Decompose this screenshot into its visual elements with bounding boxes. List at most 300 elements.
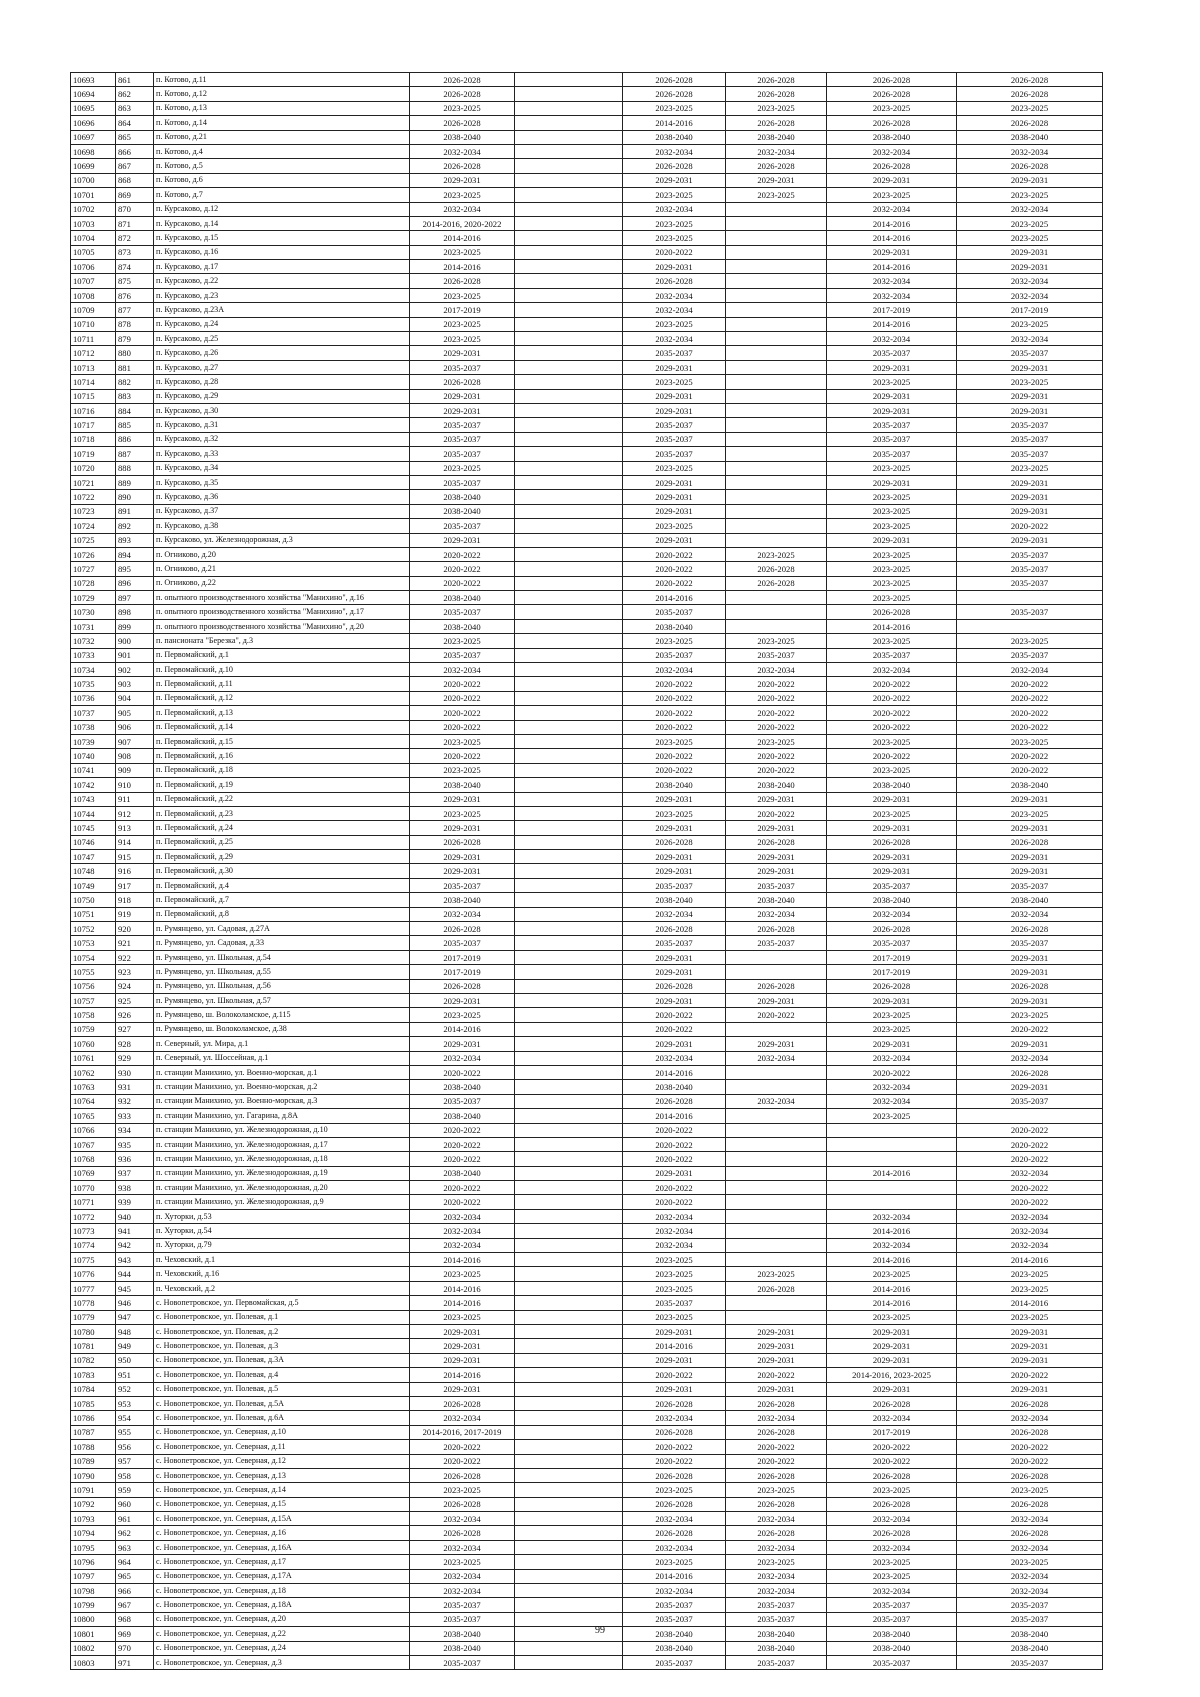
period-cell-6: 2026-2028 xyxy=(957,922,1103,936)
row-id-cell: 10770 xyxy=(71,1181,116,1195)
item-number-cell: 967 xyxy=(116,1598,154,1612)
period-cell-6: 2032-2034 xyxy=(957,144,1103,158)
row-id-cell: 10738 xyxy=(71,720,116,734)
period-cell-2 xyxy=(515,1022,623,1036)
table-row xyxy=(71,850,1103,864)
period-cell-2 xyxy=(515,734,623,748)
period-cell-4: 2020-2022 xyxy=(726,749,827,763)
period-cell-4: 2038-2040 xyxy=(726,1641,827,1655)
period-cell-3: 2026-2028 xyxy=(623,73,726,87)
period-cell-1: 2026-2028 xyxy=(410,73,515,87)
period-cell-1: 2032-2034 xyxy=(410,1209,515,1223)
period-cell-5: 2035-2037 xyxy=(827,1598,957,1612)
address-cell: п. станции Манихино, ул. Железнодорожная, д.20 xyxy=(154,1181,410,1195)
period-cell-3: 2026-2028 xyxy=(623,159,726,173)
period-cell-3: 2020-2022 xyxy=(623,576,726,590)
period-cell-3: 2032-2034 xyxy=(623,1512,726,1526)
address-cell: п. Курсаково, д.23 xyxy=(154,288,410,302)
table-row xyxy=(71,591,1103,605)
row-id-cell: 10715 xyxy=(71,389,116,403)
period-cell-3: 2032-2034 xyxy=(623,1238,726,1252)
period-cell-1: 2029-2031 xyxy=(410,864,515,878)
table-row xyxy=(71,1641,1103,1655)
address-cell: п. Первомайский, д.24 xyxy=(154,821,410,835)
period-cell-3: 2035-2037 xyxy=(623,1296,726,1310)
period-cell-4 xyxy=(726,475,827,489)
address-cell: п. Курсаково, д.26 xyxy=(154,346,410,360)
period-cell-3: 2029-2031 xyxy=(623,950,726,964)
period-cell-4: 2026-2028 xyxy=(726,116,827,130)
period-cell-5: 2032-2034 xyxy=(827,332,957,346)
item-number-cell: 913 xyxy=(116,821,154,835)
period-cell-2 xyxy=(515,188,623,202)
period-cell-3: 2032-2034 xyxy=(623,332,726,346)
address-cell: п. Курсаково, д.15 xyxy=(154,231,410,245)
period-cell-3: 2026-2028 xyxy=(623,1468,726,1482)
item-number-cell: 868 xyxy=(116,173,154,187)
period-cell-3: 2029-2031 xyxy=(623,389,726,403)
period-cell-5: 2014-2016, 2023-2025 xyxy=(827,1368,957,1382)
period-cell-5: 2014-2016 xyxy=(827,1253,957,1267)
period-cell-5: 2032-2034 xyxy=(827,144,957,158)
address-cell: с. Новопетровское, ул. Северная, д.15А xyxy=(154,1512,410,1526)
address-cell: п. Курсаково, д.38 xyxy=(154,519,410,533)
period-cell-6: 2038-2040 xyxy=(957,893,1103,907)
address-cell: с. Новопетровское, ул. Северная, д.11 xyxy=(154,1440,410,1454)
period-cell-6: 2029-2031 xyxy=(957,389,1103,403)
item-number-cell: 883 xyxy=(116,389,154,403)
period-cell-5: 2026-2028 xyxy=(827,1526,957,1540)
period-cell-6: 2020-2022 xyxy=(957,1181,1103,1195)
period-cell-1: 2029-2031 xyxy=(410,1382,515,1396)
period-cell-4: 2029-2031 xyxy=(726,1339,827,1353)
period-cell-5: 2035-2037 xyxy=(827,878,957,892)
table-row xyxy=(71,1598,1103,1612)
row-id-cell: 10749 xyxy=(71,878,116,892)
period-cell-3: 2038-2040 xyxy=(623,619,726,633)
row-id-cell: 10779 xyxy=(71,1310,116,1324)
item-number-cell: 867 xyxy=(116,159,154,173)
period-cell-1: 2035-2037 xyxy=(410,1612,515,1626)
period-cell-3: 2035-2037 xyxy=(623,605,726,619)
period-cell-2 xyxy=(515,605,623,619)
period-cell-4 xyxy=(726,605,827,619)
row-id-cell: 10772 xyxy=(71,1209,116,1223)
period-cell-2 xyxy=(515,73,623,87)
period-cell-2 xyxy=(515,1339,623,1353)
period-cell-2 xyxy=(515,274,623,288)
period-cell-2 xyxy=(515,288,623,302)
period-cell-4: 2020-2022 xyxy=(726,691,827,705)
row-id-cell: 10714 xyxy=(71,375,116,389)
period-cell-6: 2026-2028 xyxy=(957,1425,1103,1439)
address-cell: п. Курсаково, д.37 xyxy=(154,504,410,518)
period-cell-3: 2023-2025 xyxy=(623,1281,726,1295)
period-cell-4: 2029-2031 xyxy=(726,821,827,835)
table-row xyxy=(71,403,1103,417)
period-cell-2 xyxy=(515,1584,623,1598)
row-id-cell: 10706 xyxy=(71,260,116,274)
period-cell-3: 2020-2022 xyxy=(623,1368,726,1382)
period-cell-3: 2035-2037 xyxy=(623,1598,726,1612)
address-cell: п. Первомайский, д.19 xyxy=(154,778,410,792)
table-row xyxy=(71,864,1103,878)
item-number-cell: 900 xyxy=(116,634,154,648)
item-number-cell: 944 xyxy=(116,1267,154,1281)
period-cell-5: 2032-2034 xyxy=(827,1209,957,1223)
period-cell-3: 2038-2040 xyxy=(623,778,726,792)
period-cell-5 xyxy=(827,1123,957,1137)
period-cell-1: 2017-2019 xyxy=(410,303,515,317)
period-cell-6: 2035-2037 xyxy=(957,346,1103,360)
period-cell-1: 2026-2028 xyxy=(410,1526,515,1540)
period-cell-1: 2020-2022 xyxy=(410,1152,515,1166)
address-cell: с. Новопетровское, ул. Северная, д.20 xyxy=(154,1612,410,1626)
period-cell-4: 2029-2031 xyxy=(726,173,827,187)
period-cell-4 xyxy=(726,317,827,331)
period-cell-5: 2029-2031 xyxy=(827,994,957,1008)
table-row xyxy=(71,418,1103,432)
period-cell-6: 2020-2022 xyxy=(957,720,1103,734)
period-cell-1: 2017-2019 xyxy=(410,950,515,964)
address-cell: п. Первомайский, д.10 xyxy=(154,663,410,677)
period-cell-4 xyxy=(726,1181,827,1195)
item-number-cell: 861 xyxy=(116,73,154,87)
period-cell-3: 2032-2034 xyxy=(623,1540,726,1554)
row-id-cell: 10741 xyxy=(71,763,116,777)
period-cell-1: 2035-2037 xyxy=(410,1094,515,1108)
table-row xyxy=(71,533,1103,547)
item-number-cell: 925 xyxy=(116,994,154,1008)
table-row xyxy=(71,1540,1103,1554)
address-cell: с. Новопетровское, ул. Северная, д.12 xyxy=(154,1454,410,1468)
period-cell-5: 2035-2037 xyxy=(827,1612,957,1626)
period-cell-5: 2026-2028 xyxy=(827,73,957,87)
table-row xyxy=(71,979,1103,993)
period-cell-1: 2038-2040 xyxy=(410,1109,515,1123)
period-cell-6: 2023-2025 xyxy=(957,1555,1103,1569)
address-cell: п. Первомайский, д.30 xyxy=(154,864,410,878)
row-id-cell: 10713 xyxy=(71,360,116,374)
period-cell-3: 2029-2031 xyxy=(623,504,726,518)
table-row xyxy=(71,1238,1103,1252)
address-cell: п. станции Манихино, ул. Военно-морская, д.1 xyxy=(154,1065,410,1079)
period-cell-1: 2032-2034 xyxy=(410,663,515,677)
period-cell-6: 2035-2037 xyxy=(957,1655,1103,1669)
row-id-cell: 10733 xyxy=(71,648,116,662)
address-cell: п. Курсаково, д.17 xyxy=(154,260,410,274)
schedule-table xyxy=(70,72,1103,1670)
item-number-cell: 906 xyxy=(116,720,154,734)
period-cell-3: 2023-2025 xyxy=(623,317,726,331)
period-cell-3: 2038-2040 xyxy=(623,893,726,907)
item-number-cell: 940 xyxy=(116,1209,154,1223)
period-cell-4: 2029-2031 xyxy=(726,792,827,806)
period-cell-6: 2026-2028 xyxy=(957,835,1103,849)
period-cell-2 xyxy=(515,1051,623,1065)
period-cell-1: 2032-2034 xyxy=(410,1224,515,1238)
address-cell: п. Курсаково, ул. Железнодорожная, д.3 xyxy=(154,533,410,547)
table-row xyxy=(71,619,1103,633)
row-id-cell: 10712 xyxy=(71,346,116,360)
table-row xyxy=(71,1065,1103,1079)
address-cell: с. Новопетровское, ул. Полевая, д.4 xyxy=(154,1368,410,1382)
table-row xyxy=(71,317,1103,331)
period-cell-5: 2017-2019 xyxy=(827,1425,957,1439)
table-row xyxy=(71,1152,1103,1166)
period-cell-2 xyxy=(515,547,623,561)
period-cell-4: 2029-2031 xyxy=(726,850,827,864)
address-cell: п. станции Манихино, ул. Железнодорожная, д.17 xyxy=(154,1137,410,1151)
period-cell-6: 2035-2037 xyxy=(957,447,1103,461)
period-cell-1: 2020-2022 xyxy=(410,1440,515,1454)
address-cell: с. Новопетровское, ул. Северная, д.22 xyxy=(154,1627,410,1641)
address-cell: п. Курсаково, д.30 xyxy=(154,403,410,417)
item-number-cell: 876 xyxy=(116,288,154,302)
period-cell-1: 2020-2022 xyxy=(410,1454,515,1468)
period-cell-1: 2029-2031 xyxy=(410,389,515,403)
period-cell-4: 2035-2037 xyxy=(726,648,827,662)
period-cell-1: 2038-2040 xyxy=(410,490,515,504)
item-number-cell: 877 xyxy=(116,303,154,317)
row-id-cell: 10701 xyxy=(71,188,116,202)
row-id-cell: 10732 xyxy=(71,634,116,648)
address-cell: с. Новопетровское, ул. Северная, д.18 xyxy=(154,1584,410,1598)
item-number-cell: 958 xyxy=(116,1468,154,1482)
table-row xyxy=(71,1440,1103,1454)
table-row xyxy=(71,821,1103,835)
table-row xyxy=(71,1022,1103,1036)
period-cell-3: 2032-2034 xyxy=(623,202,726,216)
item-number-cell: 951 xyxy=(116,1368,154,1382)
period-cell-2 xyxy=(515,1037,623,1051)
period-cell-1: 2020-2022 xyxy=(410,1123,515,1137)
address-cell: п. Первомайский, д.15 xyxy=(154,734,410,748)
address-cell: п. Курсаково, д.32 xyxy=(154,432,410,446)
period-cell-4 xyxy=(726,216,827,230)
item-number-cell: 919 xyxy=(116,907,154,921)
period-cell-3: 2035-2037 xyxy=(623,1612,726,1626)
period-cell-3: 2026-2028 xyxy=(623,1497,726,1511)
period-cell-5: 2032-2034 xyxy=(827,1512,957,1526)
period-cell-4: 2020-2022 xyxy=(726,677,827,691)
period-cell-5: 2023-2025 xyxy=(827,461,957,475)
row-id-cell: 10748 xyxy=(71,864,116,878)
table-row xyxy=(71,691,1103,705)
row-id-cell: 10759 xyxy=(71,1022,116,1036)
period-cell-3: 2032-2034 xyxy=(623,1411,726,1425)
period-cell-3: 2020-2022 xyxy=(623,720,726,734)
period-cell-2 xyxy=(515,375,623,389)
period-cell-1: 2026-2028 xyxy=(410,375,515,389)
period-cell-3: 2035-2037 xyxy=(623,648,726,662)
table-row xyxy=(71,1425,1103,1439)
address-cell: п. станции Манихино, ул. Железнодорожная, д.9 xyxy=(154,1195,410,1209)
period-cell-4 xyxy=(726,1137,827,1151)
period-cell-4: 2029-2031 xyxy=(726,864,827,878)
period-cell-6: 2029-2031 xyxy=(957,533,1103,547)
period-cell-3: 2038-2040 xyxy=(623,1627,726,1641)
period-cell-4 xyxy=(726,1209,827,1223)
period-cell-3: 2029-2031 xyxy=(623,850,726,864)
period-cell-1: 2035-2037 xyxy=(410,447,515,461)
item-number-cell: 895 xyxy=(116,562,154,576)
period-cell-2 xyxy=(515,950,623,964)
period-cell-2 xyxy=(515,806,623,820)
row-id-cell: 10762 xyxy=(71,1065,116,1079)
period-cell-4 xyxy=(726,591,827,605)
table-row xyxy=(71,663,1103,677)
period-cell-1: 2029-2031 xyxy=(410,1339,515,1353)
period-cell-4 xyxy=(726,1195,827,1209)
period-cell-5 xyxy=(827,1137,957,1151)
period-cell-1: 2020-2022 xyxy=(410,1181,515,1195)
period-cell-3: 2032-2034 xyxy=(623,907,726,921)
period-cell-6: 2032-2034 xyxy=(957,907,1103,921)
table-row xyxy=(71,922,1103,936)
period-cell-5: 2023-2025 xyxy=(827,1267,957,1281)
period-cell-2 xyxy=(515,1065,623,1079)
period-cell-6: 2032-2034 xyxy=(957,1051,1103,1065)
period-cell-1: 2020-2022 xyxy=(410,749,515,763)
item-number-cell: 893 xyxy=(116,533,154,547)
period-cell-1: 2029-2031 xyxy=(410,821,515,835)
period-cell-4 xyxy=(726,950,827,964)
row-id-cell: 10802 xyxy=(71,1641,116,1655)
table-row xyxy=(71,1655,1103,1669)
table-row xyxy=(71,1454,1103,1468)
period-cell-3: 2020-2022 xyxy=(623,691,726,705)
period-cell-6: 2035-2037 xyxy=(957,547,1103,561)
period-cell-1: 2035-2037 xyxy=(410,936,515,950)
item-number-cell: 966 xyxy=(116,1584,154,1598)
period-cell-3: 2029-2031 xyxy=(623,173,726,187)
table-row xyxy=(71,1195,1103,1209)
row-id-cell: 10790 xyxy=(71,1468,116,1482)
period-cell-4 xyxy=(726,490,827,504)
table-row xyxy=(71,634,1103,648)
table-row xyxy=(71,806,1103,820)
table-row xyxy=(71,878,1103,892)
table-row xyxy=(71,87,1103,101)
address-cell: п. Котово, д.13 xyxy=(154,101,410,115)
period-cell-5: 2035-2037 xyxy=(827,648,957,662)
item-number-cell: 896 xyxy=(116,576,154,590)
row-id-cell: 10778 xyxy=(71,1296,116,1310)
period-cell-2 xyxy=(515,130,623,144)
address-cell: с. Новопетровское, ул. Полевая, д.5 xyxy=(154,1382,410,1396)
period-cell-3: 2029-2031 xyxy=(623,403,726,417)
address-cell: с. Новопетровское, ул. Северная, д.10 xyxy=(154,1425,410,1439)
period-cell-5: 2029-2031 xyxy=(827,173,957,187)
period-cell-3: 2032-2034 xyxy=(623,1224,726,1238)
table-row xyxy=(71,288,1103,302)
period-cell-1: 2038-2040 xyxy=(410,130,515,144)
period-cell-5: 2023-2025 xyxy=(827,1483,957,1497)
item-number-cell: 863 xyxy=(116,101,154,115)
table-row xyxy=(71,1368,1103,1382)
table-row xyxy=(71,1324,1103,1338)
period-cell-2 xyxy=(515,461,623,475)
item-number-cell: 886 xyxy=(116,432,154,446)
address-cell: п. Чеховский, д.1 xyxy=(154,1253,410,1267)
period-cell-5: 2026-2028 xyxy=(827,1497,957,1511)
address-cell: п. Курсаково, д.14 xyxy=(154,216,410,230)
period-cell-1: 2026-2028 xyxy=(410,835,515,849)
period-cell-6: 2023-2025 xyxy=(957,317,1103,331)
address-cell: п. Румянцево, ул. Школьная, д.55 xyxy=(154,965,410,979)
table-row xyxy=(71,1512,1103,1526)
period-cell-2 xyxy=(515,1137,623,1151)
period-cell-6: 2032-2034 xyxy=(957,1411,1103,1425)
row-id-cell: 10783 xyxy=(71,1368,116,1382)
period-cell-5: 2029-2031 xyxy=(827,821,957,835)
address-cell: п. Первомайский, д.12 xyxy=(154,691,410,705)
row-id-cell: 10726 xyxy=(71,547,116,561)
period-cell-2 xyxy=(515,231,623,245)
period-cell-4: 2026-2028 xyxy=(726,1497,827,1511)
item-number-cell: 884 xyxy=(116,403,154,417)
period-cell-6: 2032-2034 xyxy=(957,1540,1103,1554)
period-cell-3: 2023-2025 xyxy=(623,634,726,648)
period-cell-1: 2023-2025 xyxy=(410,1008,515,1022)
period-cell-4: 2020-2022 xyxy=(726,1454,827,1468)
period-cell-5: 2023-2025 xyxy=(827,490,957,504)
row-id-cell: 10784 xyxy=(71,1382,116,1396)
period-cell-2 xyxy=(515,533,623,547)
period-cell-3: 2014-2016 xyxy=(623,1569,726,1583)
period-cell-2 xyxy=(515,936,623,950)
period-cell-2 xyxy=(515,260,623,274)
table-row xyxy=(71,1411,1103,1425)
item-number-cell: 909 xyxy=(116,763,154,777)
row-id-cell: 10760 xyxy=(71,1037,116,1051)
period-cell-3: 2023-2025 xyxy=(623,1253,726,1267)
period-cell-2 xyxy=(515,346,623,360)
period-cell-6: 2038-2040 xyxy=(957,1641,1103,1655)
item-number-cell: 871 xyxy=(116,216,154,230)
row-id-cell: 10745 xyxy=(71,821,116,835)
period-cell-2 xyxy=(515,1569,623,1583)
period-cell-1: 2032-2034 xyxy=(410,202,515,216)
period-cell-6: 2035-2037 xyxy=(957,1598,1103,1612)
period-cell-5: 2032-2034 xyxy=(827,663,957,677)
address-cell: с. Новопетровское, ул. Северная, д.17 xyxy=(154,1555,410,1569)
period-cell-6: 2014-2016 xyxy=(957,1296,1103,1310)
address-cell: п. Первомайский, д.29 xyxy=(154,850,410,864)
period-cell-2 xyxy=(515,1094,623,1108)
period-cell-2 xyxy=(515,1296,623,1310)
address-cell: п. Первомайский, д.1 xyxy=(154,648,410,662)
period-cell-6: 2029-2031 xyxy=(957,504,1103,518)
period-cell-3: 2023-2025 xyxy=(623,1555,726,1569)
period-cell-4 xyxy=(726,1238,827,1252)
row-id-cell: 10703 xyxy=(71,216,116,230)
period-cell-6: 2032-2034 xyxy=(957,288,1103,302)
address-cell: п. Курсаково, д.35 xyxy=(154,475,410,489)
period-cell-1: 2026-2028 xyxy=(410,159,515,173)
item-number-cell: 949 xyxy=(116,1339,154,1353)
table-row xyxy=(71,202,1103,216)
row-id-cell: 10799 xyxy=(71,1598,116,1612)
period-cell-5: 2020-2022 xyxy=(827,691,957,705)
address-cell: п. Чеховский, д.16 xyxy=(154,1267,410,1281)
item-number-cell: 920 xyxy=(116,922,154,936)
table-row xyxy=(71,1137,1103,1151)
row-id-cell: 10752 xyxy=(71,922,116,936)
period-cell-2 xyxy=(515,1281,623,1295)
period-cell-3: 2026-2028 xyxy=(623,1094,726,1108)
